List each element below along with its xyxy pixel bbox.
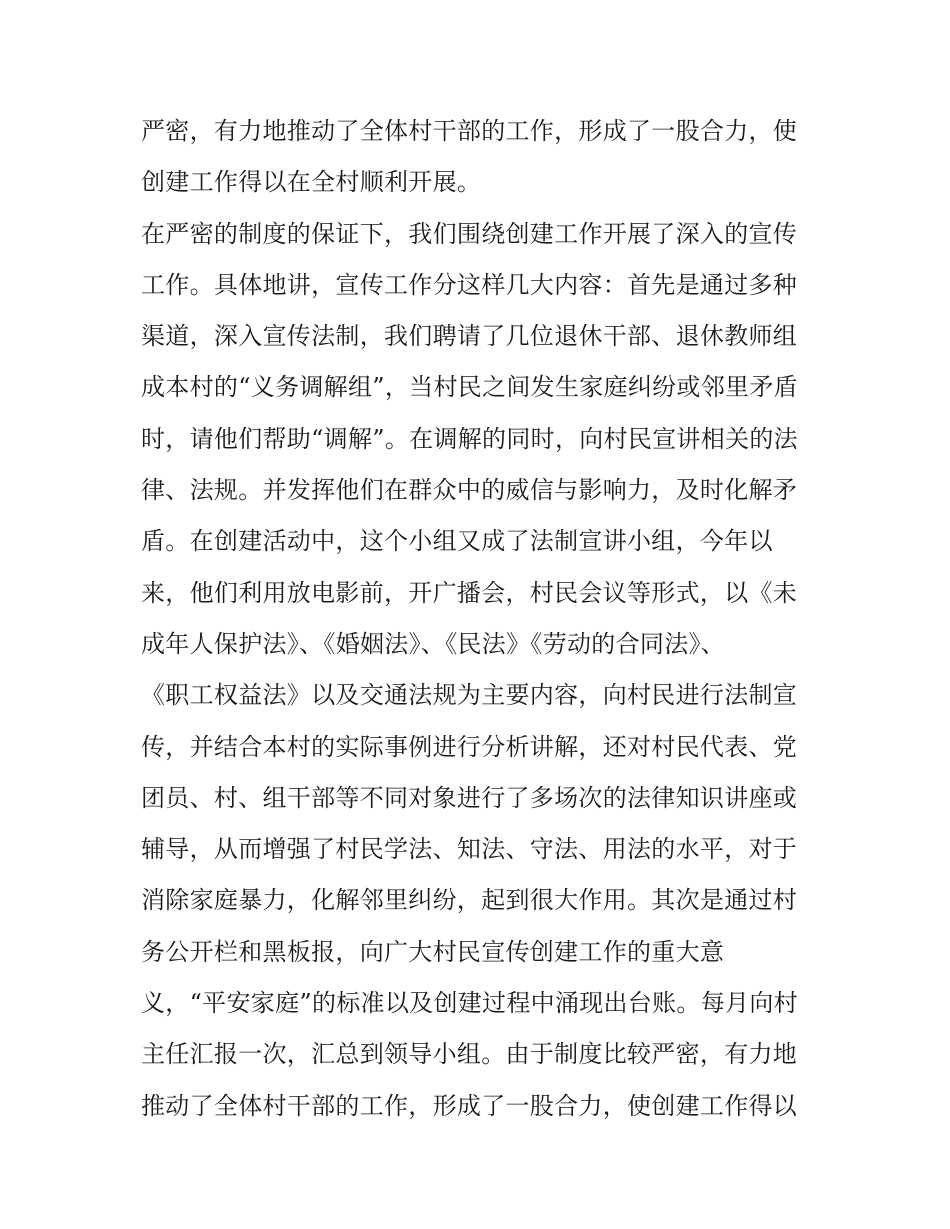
text-line-13: 传，并结合本村的实际事例进行分析讲解，还对村民代表、党 [141,732,798,761]
text-line-7: 时，请他们帮助“调解”。在调解的同时，向村民宣讲相关的法 [141,424,798,453]
text-line-19: 主任汇报一次，汇总到领导小组。由于制度比较严密，有力地 [141,1040,798,1069]
text-line-17: 务公开栏和黑板报，向广大村民宣传创建工作的重大意 [141,937,725,966]
text-line-15: 辅导，从而增强了村民学法、知法、守法、用法的水平，对于 [141,835,798,864]
text-line-9: 盾。在创建活动中，这个小组又成了法制宣讲小组，今年以 [141,527,773,556]
text-line-11: 成年人保护法》、《婚姻法》、《民法》《劳动的合同法》、 [141,629,726,658]
text-line-4: 工作。具体地讲，宣传工作分这样几大内容：首先是通过多种 [141,270,798,299]
text-line-3: 在严密的制度的保证下，我们围绕创建工作开展了深入的宣传 [141,219,798,248]
document-text-body [141,106,821,1132]
text-line-1: 严密，有力地推动了全体村干部的工作，形成了一股合力，使 [141,117,798,145]
text-line-16: 消除家庭暴力，化解邻里纠纷，起到很大作用。其次是通过村 [141,886,798,915]
text-line-18: 义，“平安家庭”的标准以及创建过程中涌现出台账。每月向村 [141,989,798,1018]
text-line-6: 成本村的“义务调解组”，当村民之间发生家庭纠纷或邻里矛盾 [141,373,798,402]
text-line-5: 渠道，深入宣传法制，我们聘请了几位退休干部、退休教师组 [141,322,798,351]
text-line-14: 团员、村、组干部等不同对象进行了多场次的法律知识讲座或 [141,783,798,812]
text-line-10: 来，他们利用放电影前，开广播会，村民会议等形式，以《未 [141,578,798,607]
text-line-12: 《职工权益法》以及交通法规为主要内容，向村民进行法制宣 [141,681,798,710]
text-line-2: 创建工作得以在全村顺利开展。 [141,168,482,197]
text-line-20: 推动了全体村干部的工作，形成了一股合力，使创建工作得以 [141,1091,798,1120]
text-line-8: 律、法规。并发挥他们在群众中的威信与影响力，及时化解矛 [141,476,798,505]
